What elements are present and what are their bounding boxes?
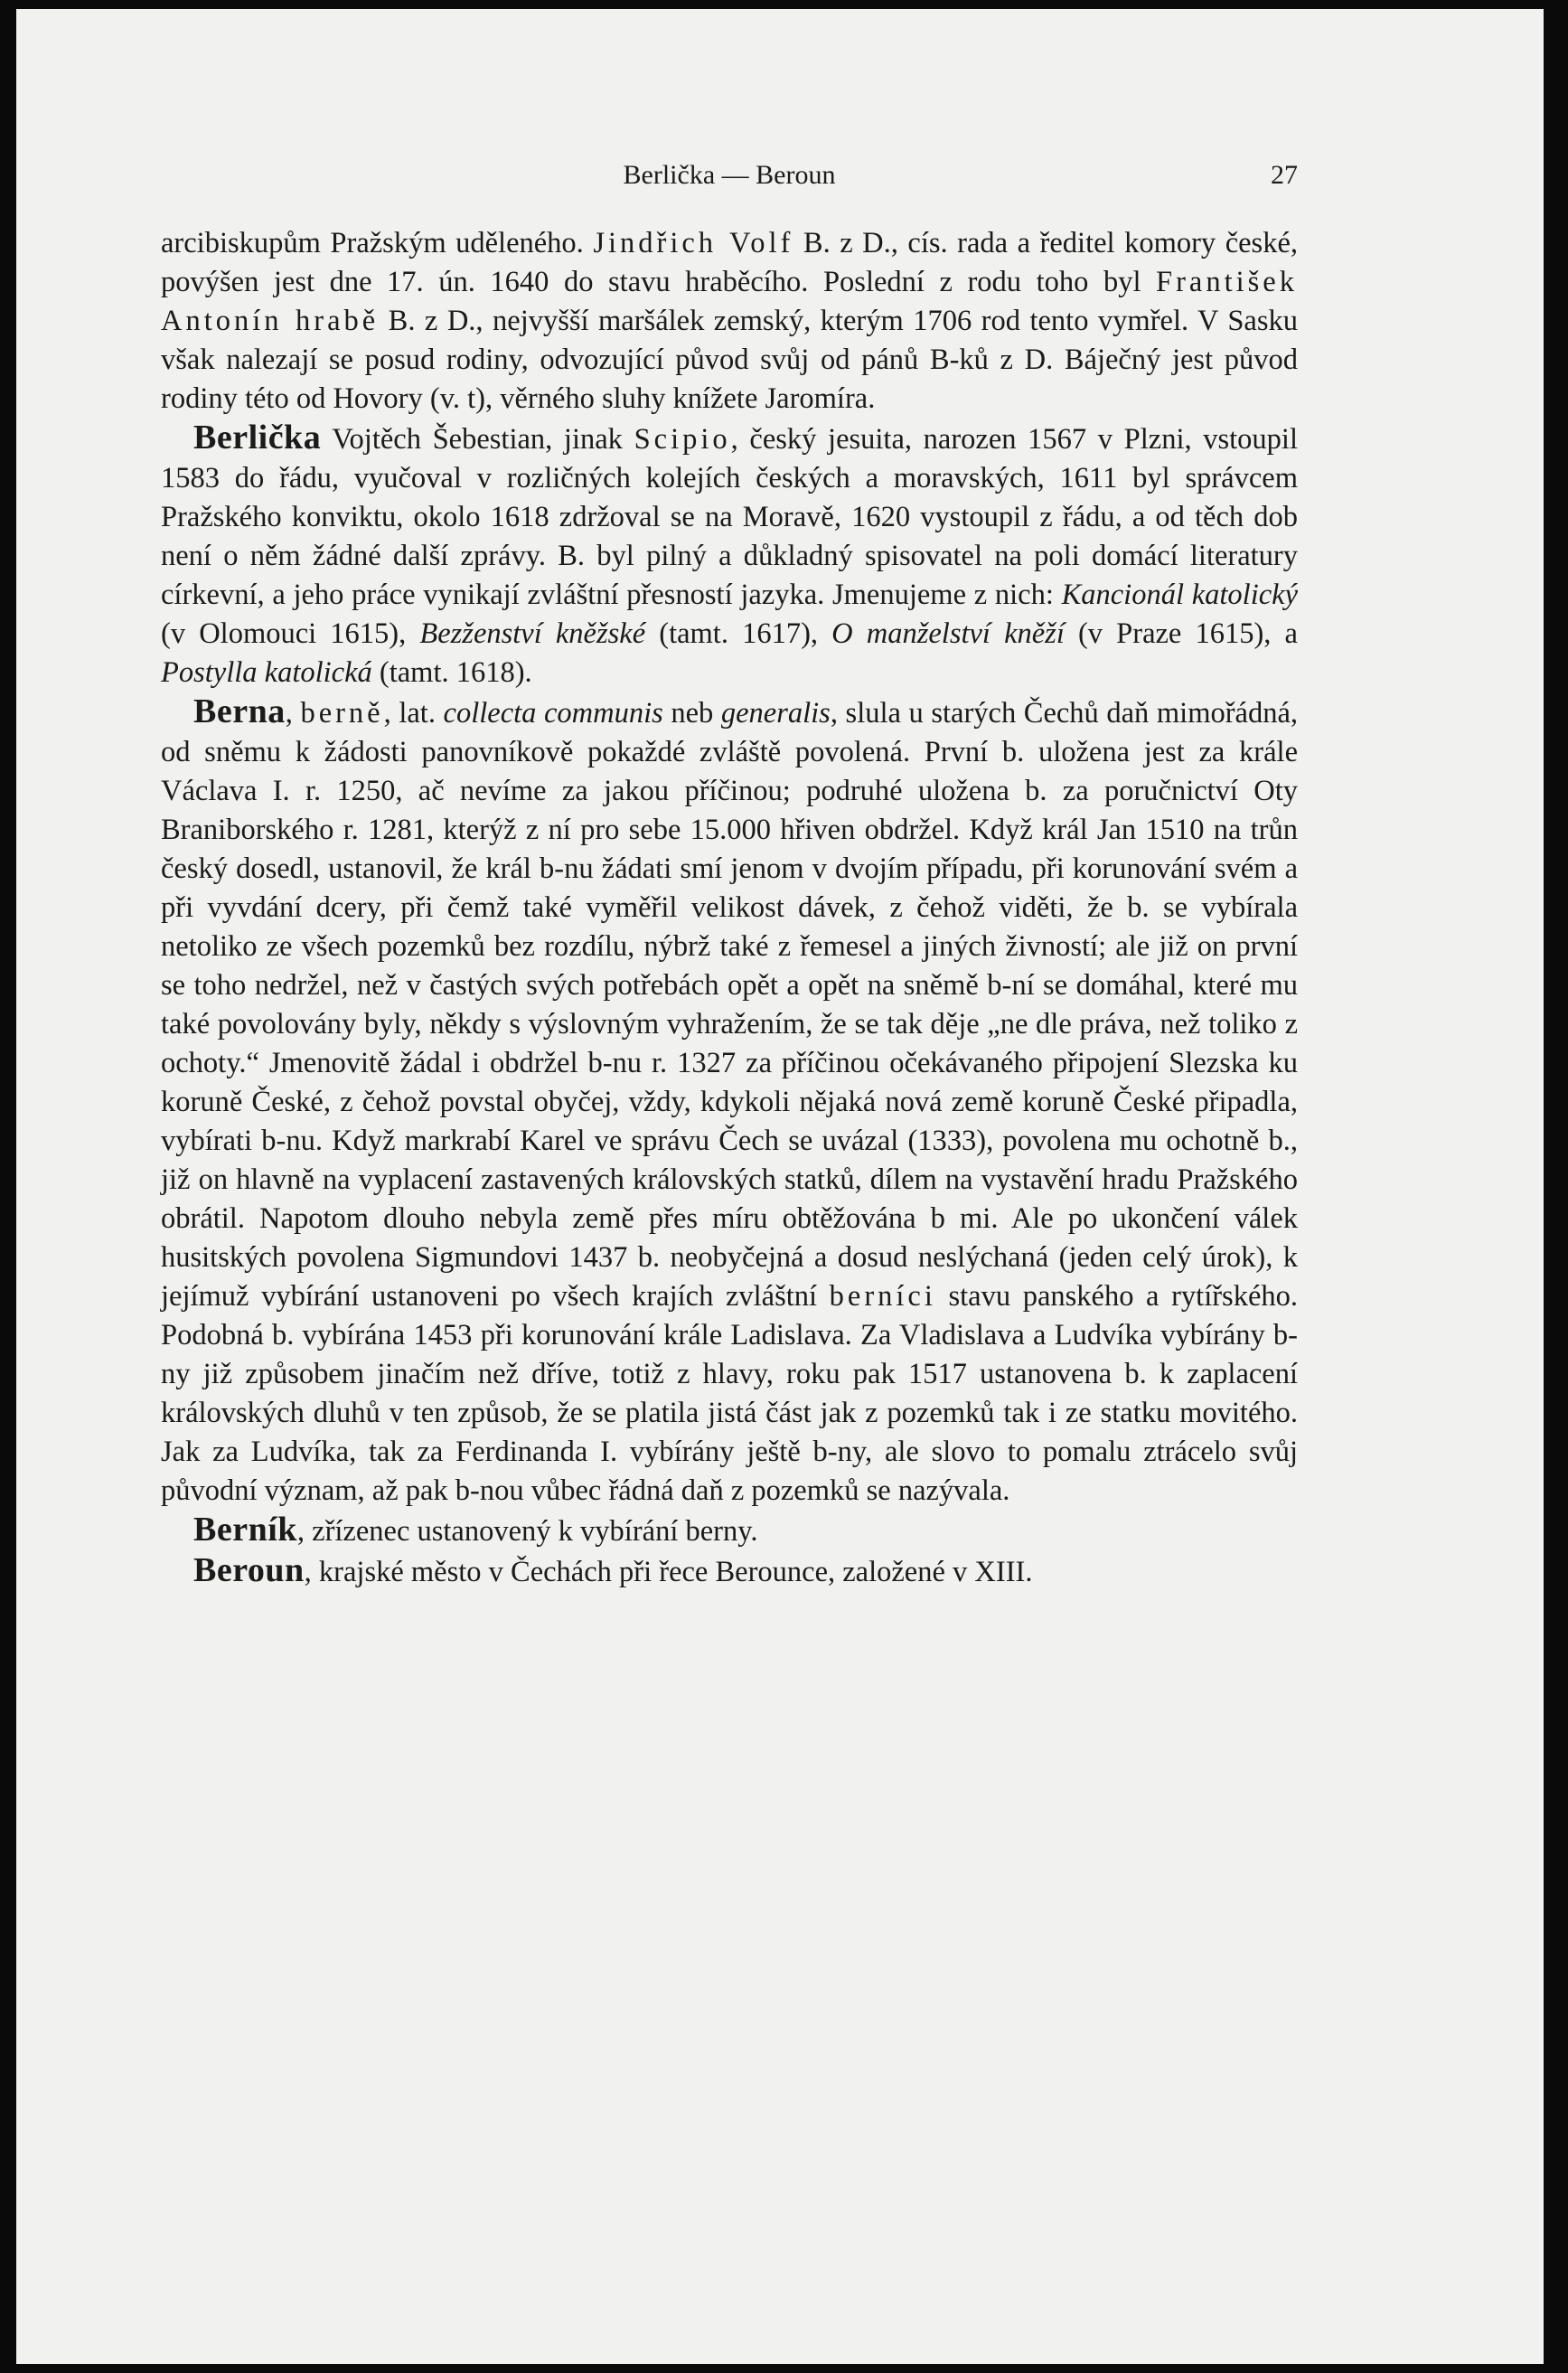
text-column — [161, 154, 1298, 1592]
text-run: stavu panského a rytířského. Podobná b. vybírána 1453 při korunování krále Ladislava. Za Vladislava a Ludvíka vybírány b-ny již způsobem jinačím než dříve, totiž z hlavy, roku pak 1517 ustanovena b. k zaplacení královských dluhů v ten způsob, že se platila jistá část jak z pozemků tak i ze statku movitého. Jak za Ludvíka, tak za Ferdinanda I. vybírány ještě b-ny, ale slovo to pomalu ztrácelo svůj původní význam, až pak b-nou vůbec řádná daň z pozemků se nazývala. — [161, 1280, 1298, 1507]
entry-berlicka — [161, 419, 1298, 692]
text-run: (tamt. 1617), — [645, 617, 832, 650]
text-run: neb — [662, 697, 721, 730]
entry-beroun — [161, 1551, 1298, 1592]
spaced-term: berníci — [829, 1280, 936, 1313]
work-title: O manželství kněží — [831, 617, 1065, 650]
book-page — [16, 9, 1544, 2364]
text-run: Vojtěch Šebestian, jinak — [321, 423, 634, 456]
text-run: arcibiskupům Pražským uděleného. — [161, 227, 594, 259]
spaced-name: Jindřich Volf — [593, 227, 794, 259]
work-title: Postylla katolická — [161, 656, 372, 689]
text-run: , český jesuita, narozen 1567 v Plzni, vstoupil 1583 do řádu, vyučoval v rozličných kolejích českých a moravských, 1611 byl správcem Pražského konviktu, okolo 1618 zdržoval se na Moravě, 1620 vystoupil z řádu, a od těch dob není o něm žádné další zprávy. B. byl pilný a důkladný spisovatel na poli domácí literatury církevní, a jeho práce vynikají zvláštní přesností jazyka. Jmenujeme z nich: — [161, 423, 1298, 611]
work-title: Kancionál katolický — [1061, 579, 1298, 611]
text-run: , slula u starých Čechů daň mimořádná, od sněmu k žádosti panovníkově pokaždé zvláště povolená. První b. uložena jest za krále Václava I. r. 1250, ač nevíme za jakou příčinou; podruhé uložena b. za poručnictví Oty Braniborského r. 1281, kterýž z ní pro sebe 15.000 hřiven obdržel. Když král Jan 1510 na trůn český dosedl, ustanovil, že král b-nu žádati smí jenom v dvojím případu, při korunování svém a při vyvdání dcery, při čemž také vyměřil velikost dávek, z čehož viděti, že b. se vybírala netoliko ze všech pozemků bez rozdílu, nýbrž také z řemesel a jiných živností; ale již on první se toho nedržel, než v častých svých potřebách opět a opět na sněmě b-ní se domáhal, které mu také povolovány byly, někdy s výslovným vyhražením, že se tak děje „ne dle práva, než toliko z ochoty.“ Jmenovitě žádal i obdržel b-nu r. 1327 za příčinou očekávaného připojení Slezska ku koruně České, z čehož povstal obyčej, vždy, kdykoli nějaká nová země koruně České připadla, vybírati b-nu. Když markrabí Karel ve správu Čech se uvázal (1333), povolena mu ochotně b., již on hlavně na vyplacení zastavených královských statků, dílem na vystavění hradu Pražského obrátil. Napotom dlouho nebyla země přes míru obtěžována b mi. Ale po ukončení válek husitských povolena Sigmundovi 1437 b. neobyčejná a dosud neslýchaná (jeden celý úrok), k jejímuž vybírání ustanoveni po všech krajích zvláštní — [161, 697, 1299, 1313]
text-run: , zřízenec ustanovený k vybírání berny. — [296, 1515, 758, 1548]
spaced-name: Scipio — [634, 423, 731, 456]
text-run: B. z D., nejvyšší maršálek zemský, kterým 1706 rod tento vymřel. V Sasku však nalezají se posud rodiny, odvozující původ svůj od pánů B-ků z D. Báječný jest původ rodiny této od Hovory (v. t), věrného sluhy knížete Jaromíra. — [161, 305, 1298, 415]
text-run: (v Praze 1615), a — [1064, 617, 1298, 650]
entry-bernik — [161, 1511, 1298, 1551]
latin-term: generalis — [720, 697, 831, 730]
entry-headword: Berník — [193, 1511, 297, 1549]
latin-term: collecta communis — [443, 697, 663, 730]
entry-headword: Beroun — [193, 1551, 305, 1589]
work-title: Bezženství kněžské — [419, 617, 646, 650]
entry-berna — [161, 692, 1298, 1511]
text-run: , lat. — [383, 697, 444, 730]
text-run: (tamt. 1618). — [371, 656, 532, 689]
text-run: B. z D., cís. rada a ředitel komory české, povýšen jest dne 17. ún. 1640 do stavu hraběcího. Poslední z rodu toho byl — [161, 227, 1299, 298]
text-run: , krajské město v Čechách při řece Berounce, založené v XIII. — [304, 1556, 1033, 1588]
entry-headword: Berna — [193, 692, 286, 730]
text-run: (v Olomouci 1615), — [161, 617, 420, 650]
entry-headword: Berlička — [193, 419, 322, 457]
running-title: Berlička — Beroun — [623, 160, 836, 190]
spaced-term: berně — [300, 697, 384, 730]
text-run: , — [285, 697, 301, 730]
page-number: 27 — [1271, 160, 1298, 190]
spaced-name: František Antonín hrabě — [161, 266, 1298, 337]
running-header — [161, 154, 1298, 197]
entry-continuation — [161, 224, 1298, 419]
